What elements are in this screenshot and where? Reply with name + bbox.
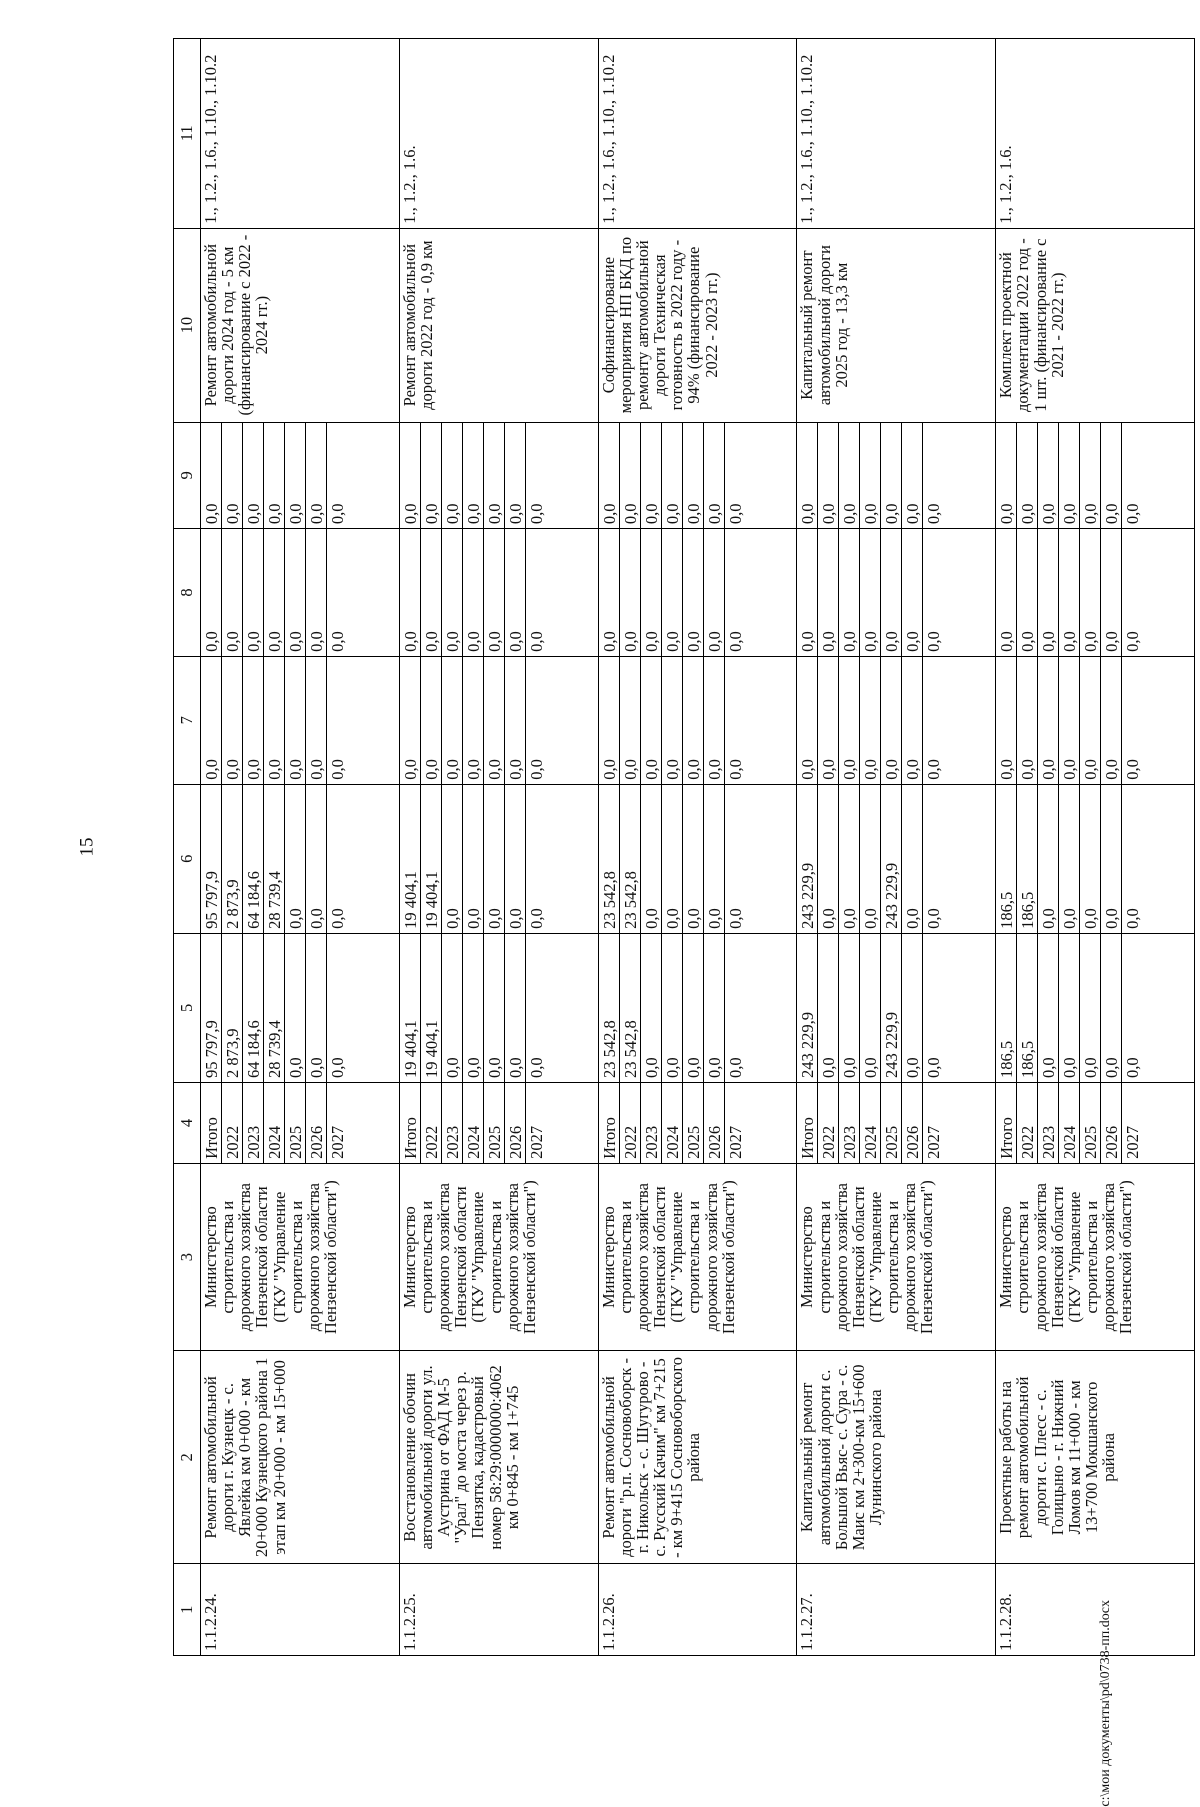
- total-funding-value: 0,0: [463, 934, 484, 1082]
- row-number: 1.1.2.27.: [797, 1564, 996, 1656]
- table-row: [996, 39, 1195, 1656]
- years-value: 2024: [1059, 1083, 1080, 1163]
- years-value: 2023: [1038, 1083, 1059, 1163]
- measures-table: [173, 38, 1195, 1656]
- regional-budget-value: 0,0: [818, 785, 839, 933]
- other-sources-value: 0,0: [662, 423, 683, 529]
- other-sources-value: 0,0: [860, 423, 881, 529]
- federal-budget-value: 0,0: [620, 657, 641, 784]
- federal-budget-value: 0,0: [599, 657, 620, 784]
- other-sources-value: 0,0: [902, 423, 923, 529]
- years-value: 2026: [1101, 1083, 1122, 1163]
- years-value: 2025: [683, 1083, 704, 1163]
- local-budget-value: 0,0: [222, 529, 243, 656]
- total-funding-value: 0,0: [683, 934, 704, 1082]
- other-sources-value: 0,0: [704, 423, 725, 529]
- regional-budget-value: 0,0: [725, 908, 745, 929]
- federal-budget-value: 0,0: [1123, 759, 1143, 780]
- years-value: 2025: [881, 1083, 902, 1163]
- regional-budget-value: 0,0: [704, 785, 725, 933]
- other-sources-value: 0,0: [222, 423, 243, 529]
- local-budget-value: 0,0: [1059, 529, 1080, 656]
- local-budget-value: 0,0: [1101, 529, 1122, 656]
- total-funding-value: 95 797,9: [201, 934, 222, 1082]
- federal-budget: [598, 656, 797, 784]
- regional-budget-value: 0,0: [902, 785, 923, 933]
- regional-budget-value: 186,5: [1017, 785, 1038, 933]
- other-sources-value: 0,0: [526, 503, 546, 525]
- other-sources-value: 0,0: [201, 423, 222, 529]
- years-value: 2022: [222, 1083, 243, 1163]
- federal-budget-value: 0,0: [860, 657, 881, 784]
- local-budget: [598, 529, 797, 657]
- local-budget-value: 0,0: [924, 631, 944, 652]
- local-budget-value: 0,0: [1080, 529, 1101, 656]
- regional-budget-value: 19 404,1: [400, 785, 421, 933]
- other-sources-value: 0,0: [881, 423, 902, 529]
- local-budget-value: 0,0: [421, 529, 442, 656]
- years-value: 2025: [1080, 1083, 1101, 1163]
- other-sources-value: 0,0: [400, 423, 421, 529]
- years-value: 2023: [839, 1083, 860, 1163]
- total-funding: [797, 933, 996, 1082]
- federal-budget-value: 0,0: [400, 657, 421, 784]
- regional-budget-value: 28 739,4: [264, 785, 285, 933]
- total-funding-value: 0,0: [1101, 934, 1122, 1082]
- regional-budget-value: 0,0: [463, 785, 484, 933]
- federal-budget-value: 0,0: [839, 657, 860, 784]
- years-value: 2025: [484, 1083, 505, 1163]
- regional-budget-value: 186,5: [996, 785, 1017, 933]
- total-funding-value: 0,0: [285, 934, 306, 1082]
- regional-budget-value: 95 797,9: [201, 785, 222, 933]
- regional-budget: [201, 784, 400, 933]
- years-value: 2024: [264, 1083, 285, 1163]
- local-budget-value: 0,0: [1038, 529, 1059, 656]
- regional-budget-value: 0,0: [924, 908, 944, 929]
- other-sources-value: 0,0: [1059, 423, 1080, 529]
- years-value: 2025: [285, 1083, 306, 1163]
- other-sources-value: 0,0: [1101, 423, 1122, 529]
- federal-budget-value: 0,0: [285, 657, 306, 784]
- other-sources: [598, 422, 797, 529]
- federal-budget-value: 0,0: [902, 657, 923, 784]
- total-funding: [201, 933, 400, 1082]
- other-sources-value: 0,0: [818, 423, 839, 529]
- total-funding-value: 0,0: [484, 934, 505, 1082]
- years: [797, 1082, 996, 1163]
- total-funding-value: 0,0: [1123, 1057, 1143, 1078]
- expected-result: Комплект проектной документации 2022 год - 1 шт. (финансирование с 2021 - 2022 гг.): [996, 228, 1195, 422]
- executor: Министерство строительства и дорожного хозяйства Пензенской области (ГКУ "Управление строительства и дорожного хозяйства Пензенской области"): [201, 1163, 400, 1350]
- expected-result: Софинансирование мероприятия НП БКД по ремонту автомобильной дороги Техническая готовность в 2022 году - 94% (финансирование 2022 - 2023 гг.): [598, 228, 797, 422]
- years-value: Итого: [996, 1083, 1017, 1163]
- federal-budget-value: 0,0: [526, 759, 546, 780]
- years-value: 2027: [328, 1125, 347, 1159]
- total-funding-value: 0,0: [328, 1057, 347, 1078]
- years-value: 2022: [1017, 1083, 1038, 1163]
- total-funding-value: 186,5: [1017, 934, 1038, 1082]
- local-budget: [797, 529, 996, 657]
- years-value: 2027: [526, 1125, 546, 1159]
- years-value: 2024: [860, 1083, 881, 1163]
- regional-budget-value: 0,0: [442, 785, 463, 933]
- col-header-5: 5: [174, 933, 201, 1082]
- total-funding-value: 0,0: [1080, 934, 1101, 1082]
- other-sources: [399, 422, 598, 529]
- measure-name: Восстановление обочин автомобильной дороги ул. Аустрина от ФАД М-5 "Урал" до моста через р. Пензятка, кадастровый номер 58:29:0000000:4062 км 0+845 - км 1+745: [399, 1351, 598, 1564]
- total-funding-value: 243 229,9: [881, 934, 902, 1082]
- federal-budget-value: 0,0: [421, 657, 442, 784]
- local-budget-value: 0,0: [704, 529, 725, 656]
- other-sources-value: 0,0: [1123, 503, 1143, 525]
- total-funding-value: 19 404,1: [421, 934, 442, 1082]
- regional-budget-value: 23 542,8: [620, 785, 641, 933]
- target-indicators: 1., 1.2., 1.6.: [996, 39, 1195, 229]
- footer-file-path: c:\мои документы\pd\0738-пп.docx: [1098, 1600, 1113, 1807]
- total-funding-value: 186,5: [996, 934, 1017, 1082]
- local-budget-value: 0,0: [902, 529, 923, 656]
- local-budget-value: 0,0: [463, 529, 484, 656]
- years-value: 2022: [421, 1083, 442, 1163]
- federal-budget-value: 0,0: [264, 657, 285, 784]
- total-funding-value: 0,0: [526, 1057, 546, 1078]
- other-sources-value: 0,0: [442, 423, 463, 529]
- regional-budget-value: 23 542,8: [599, 785, 620, 933]
- page-number: 15: [76, 837, 98, 857]
- federal-budget-value: 0,0: [1038, 657, 1059, 784]
- regional-budget: [797, 784, 996, 933]
- other-sources-value: 0,0: [725, 503, 745, 525]
- col-header-2: 2: [174, 1351, 201, 1564]
- other-sources: [201, 422, 400, 529]
- col-header-3: 3: [174, 1163, 201, 1350]
- other-sources: [996, 422, 1195, 529]
- federal-budget: [996, 656, 1195, 784]
- other-sources: [797, 422, 996, 529]
- other-sources-value: 0,0: [243, 423, 264, 529]
- other-sources-value: 0,0: [306, 423, 327, 529]
- measure-name: Проектные работы на ремонт автомобильной дороги с. Плесс - с. Голицыно - г. Нижний Ломов км 11+000 - км 13+700 Мокшанского района: [996, 1351, 1195, 1564]
- local-budget-value: 0,0: [818, 529, 839, 656]
- regional-budget-value: 0,0: [306, 785, 327, 933]
- local-budget-value: 0,0: [797, 529, 818, 656]
- years: [201, 1082, 400, 1163]
- years: [996, 1082, 1195, 1163]
- years-value: Итого: [599, 1083, 620, 1163]
- regional-budget: [598, 784, 797, 933]
- federal-budget-value: 0,0: [881, 657, 902, 784]
- federal-budget-value: 0,0: [222, 657, 243, 784]
- local-budget-value: 0,0: [860, 529, 881, 656]
- total-funding-value: 0,0: [924, 1057, 944, 1078]
- regional-budget-value: 64 184,6: [243, 785, 264, 933]
- total-funding-value: 0,0: [505, 934, 526, 1082]
- federal-budget: [797, 656, 996, 784]
- total-funding: [399, 933, 598, 1082]
- col-header-8: 8: [174, 529, 201, 657]
- years-value: 2022: [818, 1083, 839, 1163]
- other-sources-value: 0,0: [484, 423, 505, 529]
- federal-budget-value: 0,0: [996, 657, 1017, 784]
- regional-budget-value: 0,0: [505, 785, 526, 933]
- federal-budget-value: 0,0: [1101, 657, 1122, 784]
- federal-budget: [201, 656, 400, 784]
- target-indicators: 1., 1.2., 1.6., 1.10., 1.10.2: [598, 39, 797, 229]
- local-budget-value: 0,0: [243, 529, 264, 656]
- local-budget-value: 0,0: [662, 529, 683, 656]
- local-budget-value: 0,0: [526, 631, 546, 652]
- federal-budget-value: 0,0: [704, 657, 725, 784]
- program-table: [173, 38, 1195, 1656]
- federal-budget-value: 0,0: [683, 657, 704, 784]
- regional-budget-value: 0,0: [484, 785, 505, 933]
- federal-budget-value: 0,0: [463, 657, 484, 784]
- total-funding-value: 23 542,8: [599, 934, 620, 1082]
- years-value: 2027: [924, 1125, 944, 1159]
- expected-result: Капитальный ремонт автомобильной дороги 2025 год - 13,3 км: [797, 228, 996, 422]
- other-sources-value: 0,0: [641, 423, 662, 529]
- local-budget-value: 0,0: [599, 529, 620, 656]
- table-row: [399, 39, 598, 1656]
- regional-budget-value: 0,0: [526, 908, 546, 929]
- measure-name: Капитальный ремонт автомобильной дороги с. Большой Вьяс- с. Сура - с. Маис км 2+300-км 15+600 Лунинского района: [797, 1351, 996, 1564]
- local-budget-value: 0,0: [839, 529, 860, 656]
- total-funding-value: 0,0: [839, 934, 860, 1082]
- federal-budget: [399, 656, 598, 784]
- years-value: 2023: [641, 1083, 662, 1163]
- other-sources-value: 0,0: [924, 503, 944, 525]
- local-budget-value: 0,0: [996, 529, 1017, 656]
- local-budget-value: 0,0: [725, 631, 745, 652]
- footer: [1098, 1600, 1113, 1807]
- header-row: [174, 39, 201, 1656]
- other-sources-value: 0,0: [1080, 423, 1101, 529]
- years-value: 2024: [662, 1083, 683, 1163]
- total-funding-value: 0,0: [725, 1057, 745, 1078]
- row-number: 1.1.2.24.: [201, 1564, 400, 1656]
- federal-budget-value: 0,0: [201, 657, 222, 784]
- federal-budget-value: 0,0: [484, 657, 505, 784]
- table-row: [797, 39, 996, 1656]
- total-funding-value: 2 873,9: [222, 934, 243, 1082]
- regional-budget-value: 0,0: [683, 785, 704, 933]
- regional-budget-value: 0,0: [1059, 785, 1080, 933]
- target-indicators: 1., 1.2., 1.6., 1.10., 1.10.2: [201, 39, 400, 229]
- row-number: 1.1.2.25.: [399, 1564, 598, 1656]
- other-sources-value: 0,0: [463, 423, 484, 529]
- local-budget-value: 0,0: [881, 529, 902, 656]
- col-header-1: 1: [174, 1564, 201, 1656]
- federal-budget-value: 0,0: [328, 759, 347, 780]
- total-funding-value: 64 184,6: [243, 934, 264, 1082]
- regional-budget-value: 0,0: [839, 785, 860, 933]
- total-funding: [996, 933, 1195, 1082]
- federal-budget-value: 0,0: [1059, 657, 1080, 784]
- federal-budget-value: 0,0: [818, 657, 839, 784]
- regional-budget-value: 0,0: [1038, 785, 1059, 933]
- row-number: 1.1.2.26.: [598, 1564, 797, 1656]
- years-value: 2022: [620, 1083, 641, 1163]
- expected-result: Ремонт автомобильной дороги 2022 год - 0,9 км: [399, 228, 598, 422]
- years-value: 2027: [1123, 1125, 1143, 1159]
- years-value: Итого: [797, 1083, 818, 1163]
- total-funding-value: 19 404,1: [400, 934, 421, 1082]
- other-sources-value: 0,0: [1017, 423, 1038, 529]
- total-funding-value: 0,0: [704, 934, 725, 1082]
- federal-budget-value: 0,0: [797, 657, 818, 784]
- years-value: Итого: [400, 1083, 421, 1163]
- local-budget-value: 0,0: [484, 529, 505, 656]
- federal-budget-value: 0,0: [505, 657, 526, 784]
- local-budget-value: 0,0: [505, 529, 526, 656]
- target-indicators: 1., 1.2., 1.6., 1.10., 1.10.2: [797, 39, 996, 229]
- federal-budget-value: 0,0: [725, 759, 745, 780]
- regional-budget-value: 243 229,9: [881, 785, 902, 933]
- total-funding-value: 0,0: [818, 934, 839, 1082]
- total-funding-value: 243 229,9: [797, 934, 818, 1082]
- other-sources-value: 0,0: [996, 423, 1017, 529]
- regional-budget-value: 0,0: [1123, 908, 1143, 929]
- regional-budget: [399, 784, 598, 933]
- target-indicators: 1., 1.2., 1.6.: [399, 39, 598, 229]
- years-value: 2024: [463, 1083, 484, 1163]
- total-funding-value: 0,0: [641, 934, 662, 1082]
- local-budget: [399, 529, 598, 657]
- regional-budget-value: 243 229,9: [797, 785, 818, 933]
- total-funding-value: 0,0: [902, 934, 923, 1082]
- local-budget-value: 0,0: [306, 529, 327, 656]
- col-header-4: 4: [174, 1082, 201, 1163]
- federal-budget-value: 0,0: [442, 657, 463, 784]
- col-header-9: 9: [174, 422, 201, 529]
- other-sources-value: 0,0: [421, 423, 442, 529]
- local-budget: [996, 529, 1195, 657]
- row-number: 1.1.2.28.: [996, 1564, 1195, 1656]
- federal-budget-value: 0,0: [641, 657, 662, 784]
- executor: Министерство строительства и дорожного хозяйства Пензенской области (ГКУ "Управление строительства и дорожного хозяйства Пензенской области"): [399, 1163, 598, 1350]
- years-value: 2023: [243, 1083, 264, 1163]
- years-value: 2026: [505, 1083, 526, 1163]
- federal-budget-value: 0,0: [924, 759, 944, 780]
- measure-name: Ремонт автомобильной дороги г. Кузнецк - с. Явлейка км 0+000 - км 20+000 Кузнецкого района 1 этап км 20+000 - км 15+000: [201, 1351, 400, 1564]
- expected-result: Ремонт автомобильной дороги 2024 год - 5 км (финансирование с 2022 - 2024 гг.): [201, 228, 400, 422]
- other-sources-value: 0,0: [797, 423, 818, 529]
- regional-budget-value: 0,0: [662, 785, 683, 933]
- executor: Министерство строительства и дорожного хозяйства Пензенской области (ГКУ "Управление строительства и дорожного хозяйства Пензенской области"): [996, 1163, 1195, 1350]
- years-value: 2026: [902, 1083, 923, 1163]
- regional-budget-value: 0,0: [328, 908, 347, 929]
- regional-budget-value: 19 404,1: [421, 785, 442, 933]
- local-budget-value: 0,0: [285, 529, 306, 656]
- years-value: 2027: [725, 1125, 745, 1159]
- total-funding-value: 0,0: [860, 934, 881, 1082]
- other-sources-value: 0,0: [620, 423, 641, 529]
- col-header-10: 10: [174, 228, 201, 422]
- years-value: 2026: [704, 1083, 725, 1163]
- other-sources-value: 0,0: [683, 423, 704, 529]
- regional-budget-value: 2 873,9: [222, 785, 243, 933]
- total-funding-value: 28 739,4: [264, 934, 285, 1082]
- regional-budget: [996, 784, 1195, 933]
- executor: Министерство строительства и дорожного хозяйства Пензенской области (ГКУ "Управление строительства и дорожного хозяйства Пензенской области"): [797, 1163, 996, 1350]
- regional-budget-value: 0,0: [1101, 785, 1122, 933]
- other-sources-value: 0,0: [328, 503, 347, 525]
- federal-budget-value: 0,0: [1080, 657, 1101, 784]
- federal-budget-value: 0,0: [662, 657, 683, 784]
- other-sources-value: 0,0: [285, 423, 306, 529]
- other-sources-value: 0,0: [839, 423, 860, 529]
- total-funding-value: 0,0: [442, 934, 463, 1082]
- local-budget-value: 0,0: [683, 529, 704, 656]
- local-budget-value: 0,0: [1123, 631, 1143, 652]
- regional-budget-value: 0,0: [641, 785, 662, 933]
- regional-budget-value: 0,0: [1080, 785, 1101, 933]
- regional-budget-value: 0,0: [860, 785, 881, 933]
- table-row: [201, 39, 400, 1656]
- federal-budget-value: 0,0: [243, 657, 264, 784]
- years-value: Итого: [201, 1083, 222, 1163]
- executor: Министерство строительства и дорожного хозяйства Пензенской области (ГКУ "Управление строительства и дорожного хозяйства Пензенской области"): [598, 1163, 797, 1350]
- col-header-6: 6: [174, 784, 201, 933]
- total-funding-value: 0,0: [1059, 934, 1080, 1082]
- total-funding-value: 0,0: [662, 934, 683, 1082]
- col-header-11: 11: [174, 39, 201, 229]
- years: [399, 1082, 598, 1163]
- col-header-7: 7: [174, 656, 201, 784]
- years-value: 2026: [306, 1083, 327, 1163]
- local-budget-value: 0,0: [201, 529, 222, 656]
- total-funding-value: 23 542,8: [620, 934, 641, 1082]
- local-budget: [201, 529, 400, 657]
- federal-budget-value: 0,0: [306, 657, 327, 784]
- years: [598, 1082, 797, 1163]
- other-sources-value: 0,0: [1038, 423, 1059, 529]
- regional-budget-value: 0,0: [285, 785, 306, 933]
- local-budget-value: 0,0: [620, 529, 641, 656]
- measure-name: Ремонт автомобильной дороги "р.п. Сосновоборск - г. Никольск - с. Шугурово - с. Русский Качим" км 7+215 - км 9+415 Сосновоборского района: [598, 1351, 797, 1564]
- total-funding-value: 0,0: [306, 934, 327, 1082]
- other-sources-value: 0,0: [505, 423, 526, 529]
- local-budget-value: 0,0: [442, 529, 463, 656]
- federal-budget-value: 0,0: [1017, 657, 1038, 784]
- other-sources-value: 0,0: [599, 423, 620, 529]
- local-budget-value: 0,0: [328, 631, 347, 652]
- total-funding: [598, 933, 797, 1082]
- local-budget-value: 0,0: [400, 529, 421, 656]
- local-budget-value: 0,0: [1017, 529, 1038, 656]
- total-funding-value: 0,0: [1038, 934, 1059, 1082]
- local-budget-value: 0,0: [264, 529, 285, 656]
- local-budget-value: 0,0: [641, 529, 662, 656]
- years-value: 2023: [442, 1083, 463, 1163]
- table-row: [598, 39, 797, 1656]
- other-sources-value: 0,0: [264, 423, 285, 529]
